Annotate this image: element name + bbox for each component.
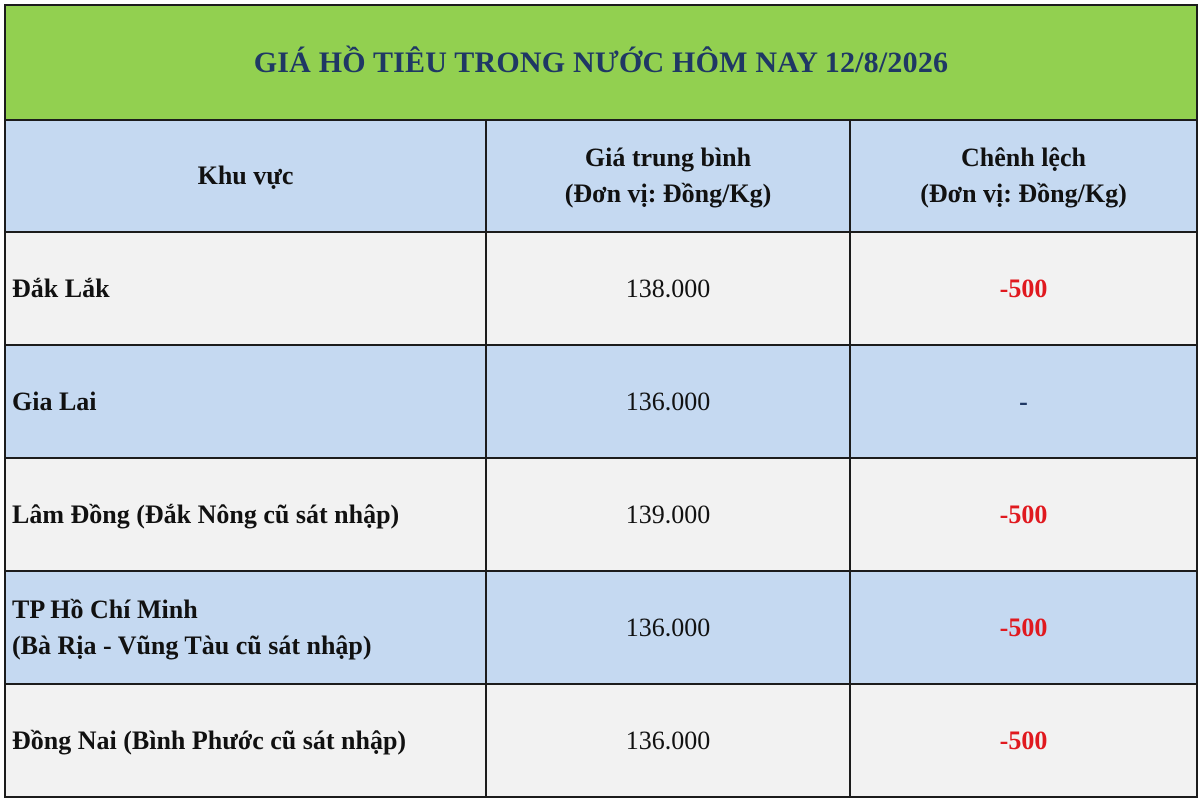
region-cell xyxy=(5,458,486,571)
change-cell: -500 xyxy=(850,571,1197,684)
change-cell: -500 xyxy=(850,458,1197,571)
header-change xyxy=(850,120,1197,232)
price-table-container xyxy=(4,4,1196,796)
region-cell xyxy=(5,345,486,458)
table-title: GIÁ HỒ TIÊU TRONG NƯỚC HÔM NAY 12/8/2026 xyxy=(5,5,1197,120)
table-row xyxy=(5,232,1197,345)
change-cell: -500 xyxy=(850,232,1197,345)
header-price-unit: (Đơn vị: Đồng/Kg) xyxy=(564,179,772,208)
table-row xyxy=(5,571,1197,684)
price-cell: 136.000 xyxy=(486,571,850,684)
region-cell xyxy=(5,571,486,684)
region-name: TP Hồ Chí Minh xyxy=(12,594,198,624)
change-cell: -500 xyxy=(850,684,1197,797)
header-change-unit: (Đơn vị: Đồng/Kg) xyxy=(920,179,1127,208)
price-cell: 136.000 xyxy=(486,684,850,797)
region-name: Đồng Nai (Bình Phước cũ sát nhập) xyxy=(12,725,407,755)
table-row xyxy=(5,458,1197,571)
header-change-label: Chênh lệch xyxy=(961,143,1086,172)
price-cell: 138.000 xyxy=(486,232,850,345)
region-name: Gia Lai xyxy=(12,386,97,416)
pepper-price-table xyxy=(4,4,1198,798)
header-row xyxy=(5,120,1197,232)
price-cell: 139.000 xyxy=(486,458,850,571)
header-region xyxy=(5,120,486,232)
region-name: Đắk Lắk xyxy=(12,273,110,303)
table-row xyxy=(5,345,1197,458)
region-cell xyxy=(5,232,486,345)
header-region-label: Khu vực xyxy=(197,161,294,190)
region-cell xyxy=(5,684,486,797)
price-cell: 136.000 xyxy=(486,345,850,458)
table-row xyxy=(5,684,1197,797)
region-note: (Bà Rịa - Vũng Tàu cũ sát nhập) xyxy=(12,630,372,660)
region-name: Lâm Đồng (Đắk Nông cũ sát nhập) xyxy=(12,499,400,529)
header-price-label: Giá trung bình xyxy=(584,143,752,172)
header-price xyxy=(486,120,850,232)
title-row xyxy=(5,5,1197,120)
change-cell: - xyxy=(850,345,1197,458)
